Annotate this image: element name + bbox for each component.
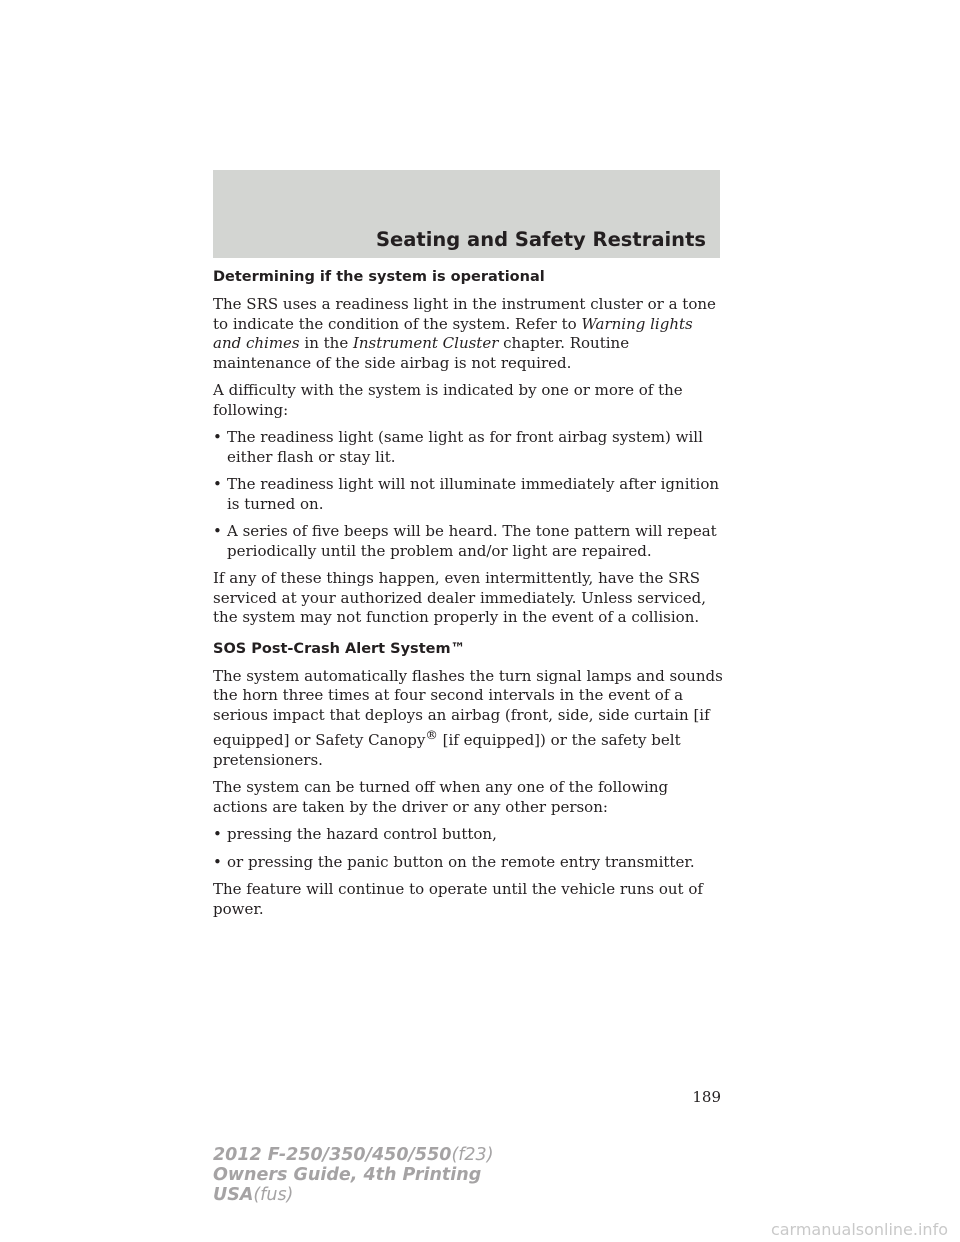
list-item: • The readiness light (same light as for front airbag system) will either flash or stay lit.: [213, 428, 703, 466]
paragraph-turn-off-intro: The system can be turned off when any one of the following actions are taken by the driver or any other person:: [213, 778, 669, 816]
reference-instrument-cluster: Instrument Cluster: [352, 334, 499, 352]
footer-region-line: USA(fus): [213, 1185, 294, 1205]
chapter-header-band: [213, 170, 720, 258]
list-item: • pressing the hazard control button,: [213, 825, 497, 843]
document-footer: [213, 1145, 494, 1205]
section-heading-sos: SOS Post-Crash Alert System™: [213, 640, 466, 657]
bullet-icon: •: [213, 852, 222, 871]
page-body: [213, 268, 723, 927]
chapter-title: Seating and Safety Restraints: [375, 228, 706, 251]
footer-guide-line: Owners Guide, 4th Printing: [213, 1165, 482, 1185]
registered-mark: ®: [425, 727, 438, 742]
reference-warning-lights: Warning lights and chimes: [213, 314, 693, 352]
paragraph-srs-readiness: The SRS uses a readiness light in the instrument cluster or a tone to indicate the condition of the system. Refer to Warning lights and chimes in the Instrument Cluster chapter. Routine maintenance of the side airbag is not required.: [213, 295, 716, 372]
list-item: • or pressing the panic button on the remote entry transmitter.: [213, 852, 695, 871]
paragraph-service-advice: If any of these things happen, even intermittently, have the SRS serviced at your authorized dealer immediately. Unless serviced, the system may not function properly in the event of a collision.: [213, 569, 706, 626]
page-number: 189: [692, 1088, 721, 1106]
bullet-icon: •: [213, 825, 222, 843]
turn-off-list: [213, 825, 723, 872]
difficulty-list: [213, 428, 723, 561]
bullet-icon: •: [213, 428, 222, 446]
bullet-icon: •: [213, 522, 222, 540]
paragraph-difficulty-intro: A difficulty with the system is indicated by one or more of the following:: [213, 381, 683, 419]
paragraph-feature-duration: The feature will continue to operate until the vehicle runs out of power.: [213, 880, 703, 918]
watermark: carmanualsonline.info: [770, 1220, 948, 1239]
bullet-icon: •: [213, 475, 222, 493]
section-heading-operational: Determining if the system is operational: [213, 269, 545, 285]
list-item: • A series of five beeps will be heard. The tone pattern will repeat periodically until the problem and/or light are repaired.: [213, 522, 717, 560]
footer-model-line: 2012 F-250/350/450/550(f23): [213, 1145, 494, 1165]
list-item: • The readiness light will not illuminate immediately after ignition is turned on.: [213, 475, 720, 513]
paragraph-sos-description: The system automatically flashes the turn signal lamps and sounds the horn three times at four second intervals in the event of a serious impact that deploys an airbag (front, side, side curtain [if equipped] or Safety Canopy® [if equipped]) or the safety belt pretensioners.: [213, 666, 723, 769]
